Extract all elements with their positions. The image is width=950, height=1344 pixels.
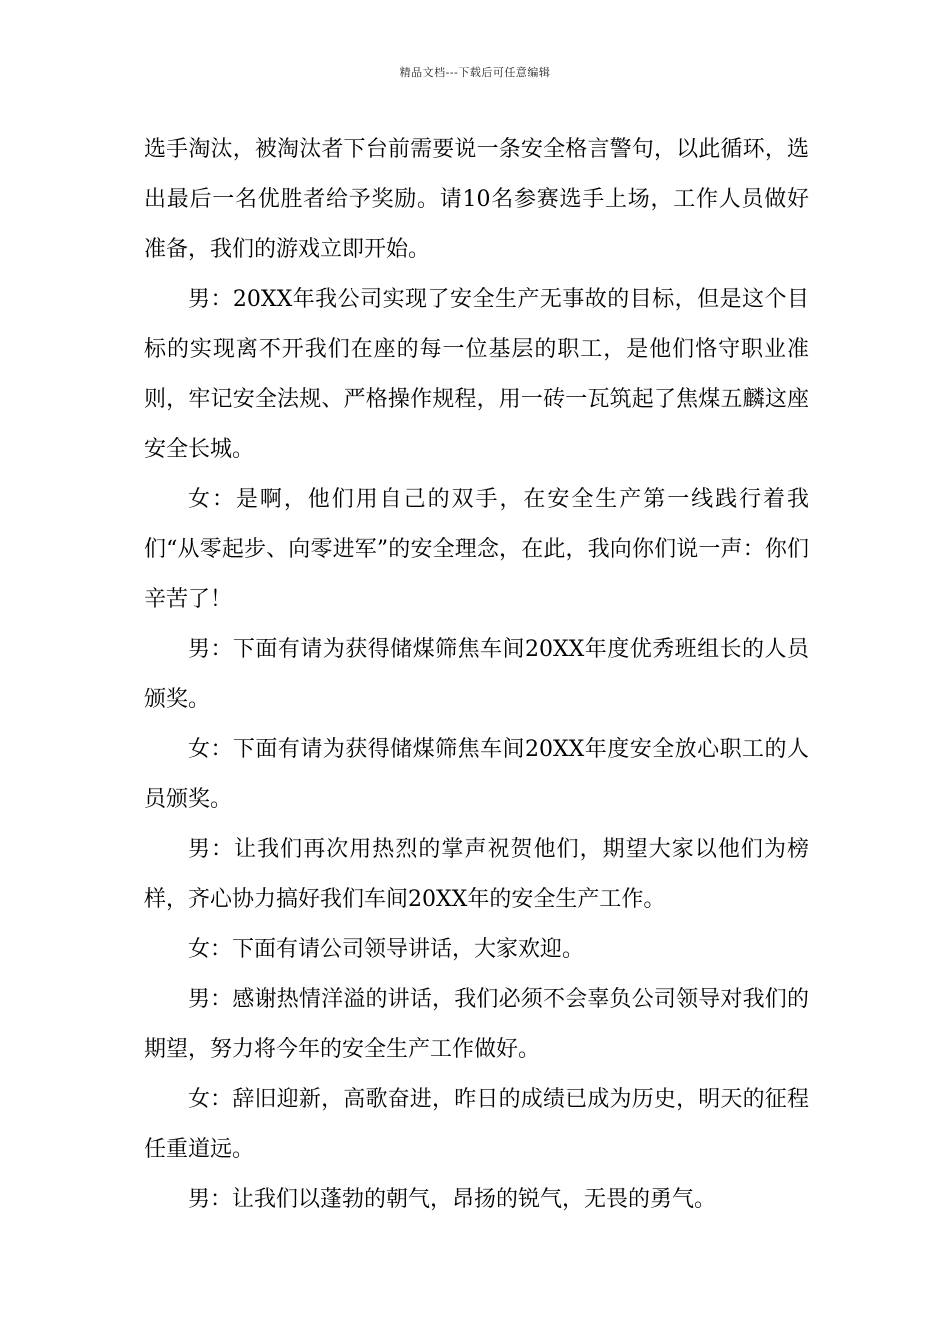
paragraph-female-line: 女：下面有请公司领导讲话，大家欢迎。: [188, 937, 585, 962]
paragraph-male-line: 男：20XX年我公司实现了安全生产无事故的目标，但是这个目标的实现离不开我们在座的每一位基层的职工，是他们恪守职业准则，牢记安全法规、严格操作规程，用一砖一瓦筑起了焦煤五麟这座安全长城。: [144, 287, 809, 462]
paragraph-male-line: 男：下面有请为获得储煤筛焦车间20XX年度优秀班组长的人员颁奖。: [144, 637, 809, 712]
document-body: [144, 125, 809, 1225]
paragraph-continuation: 选手淘汰，被淘汰者下台前需要说一条安全格言警句，以此循环，选出最后一名优胜者给予奖励。请10名参赛选手上场，工作人员做好准备，我们的游戏立即开始。: [144, 137, 809, 262]
paragraph-male-line: 男：让我们再次用热烈的掌声祝贺他们，期望大家以他们为榜样，齐心协力搞好我们车间20XX年的安全生产工作。: [144, 837, 809, 912]
paragraph-male-line: 男：感谢热情洋溢的讲话，我们必须不会辜负公司领导对我们的期望，努力将今年的安全生产工作做好。: [144, 987, 809, 1062]
paragraph-female-line: 女：是啊，他们用自己的双手，在安全生产第一线践行着我们“从零起步、向零进军”的安全理念，在此，我向你们说一声：你们辛苦了！: [144, 487, 809, 612]
paragraph-male-line: 男：让我们以蓬勃的朝气，昂扬的锐气，无畏的勇气。: [188, 1187, 717, 1212]
paragraph-female-line: 女：辞旧迎新，高歌奋进，昨日的成绩已成为历史，明天的征程任重道远。: [144, 1087, 809, 1162]
paragraph-female-line: 女：下面有请为获得储煤筛焦车间20XX年度安全放心职工的人员颁奖。: [144, 737, 809, 812]
page-header: 精品文档---下载后可任意编辑: [399, 66, 551, 79]
